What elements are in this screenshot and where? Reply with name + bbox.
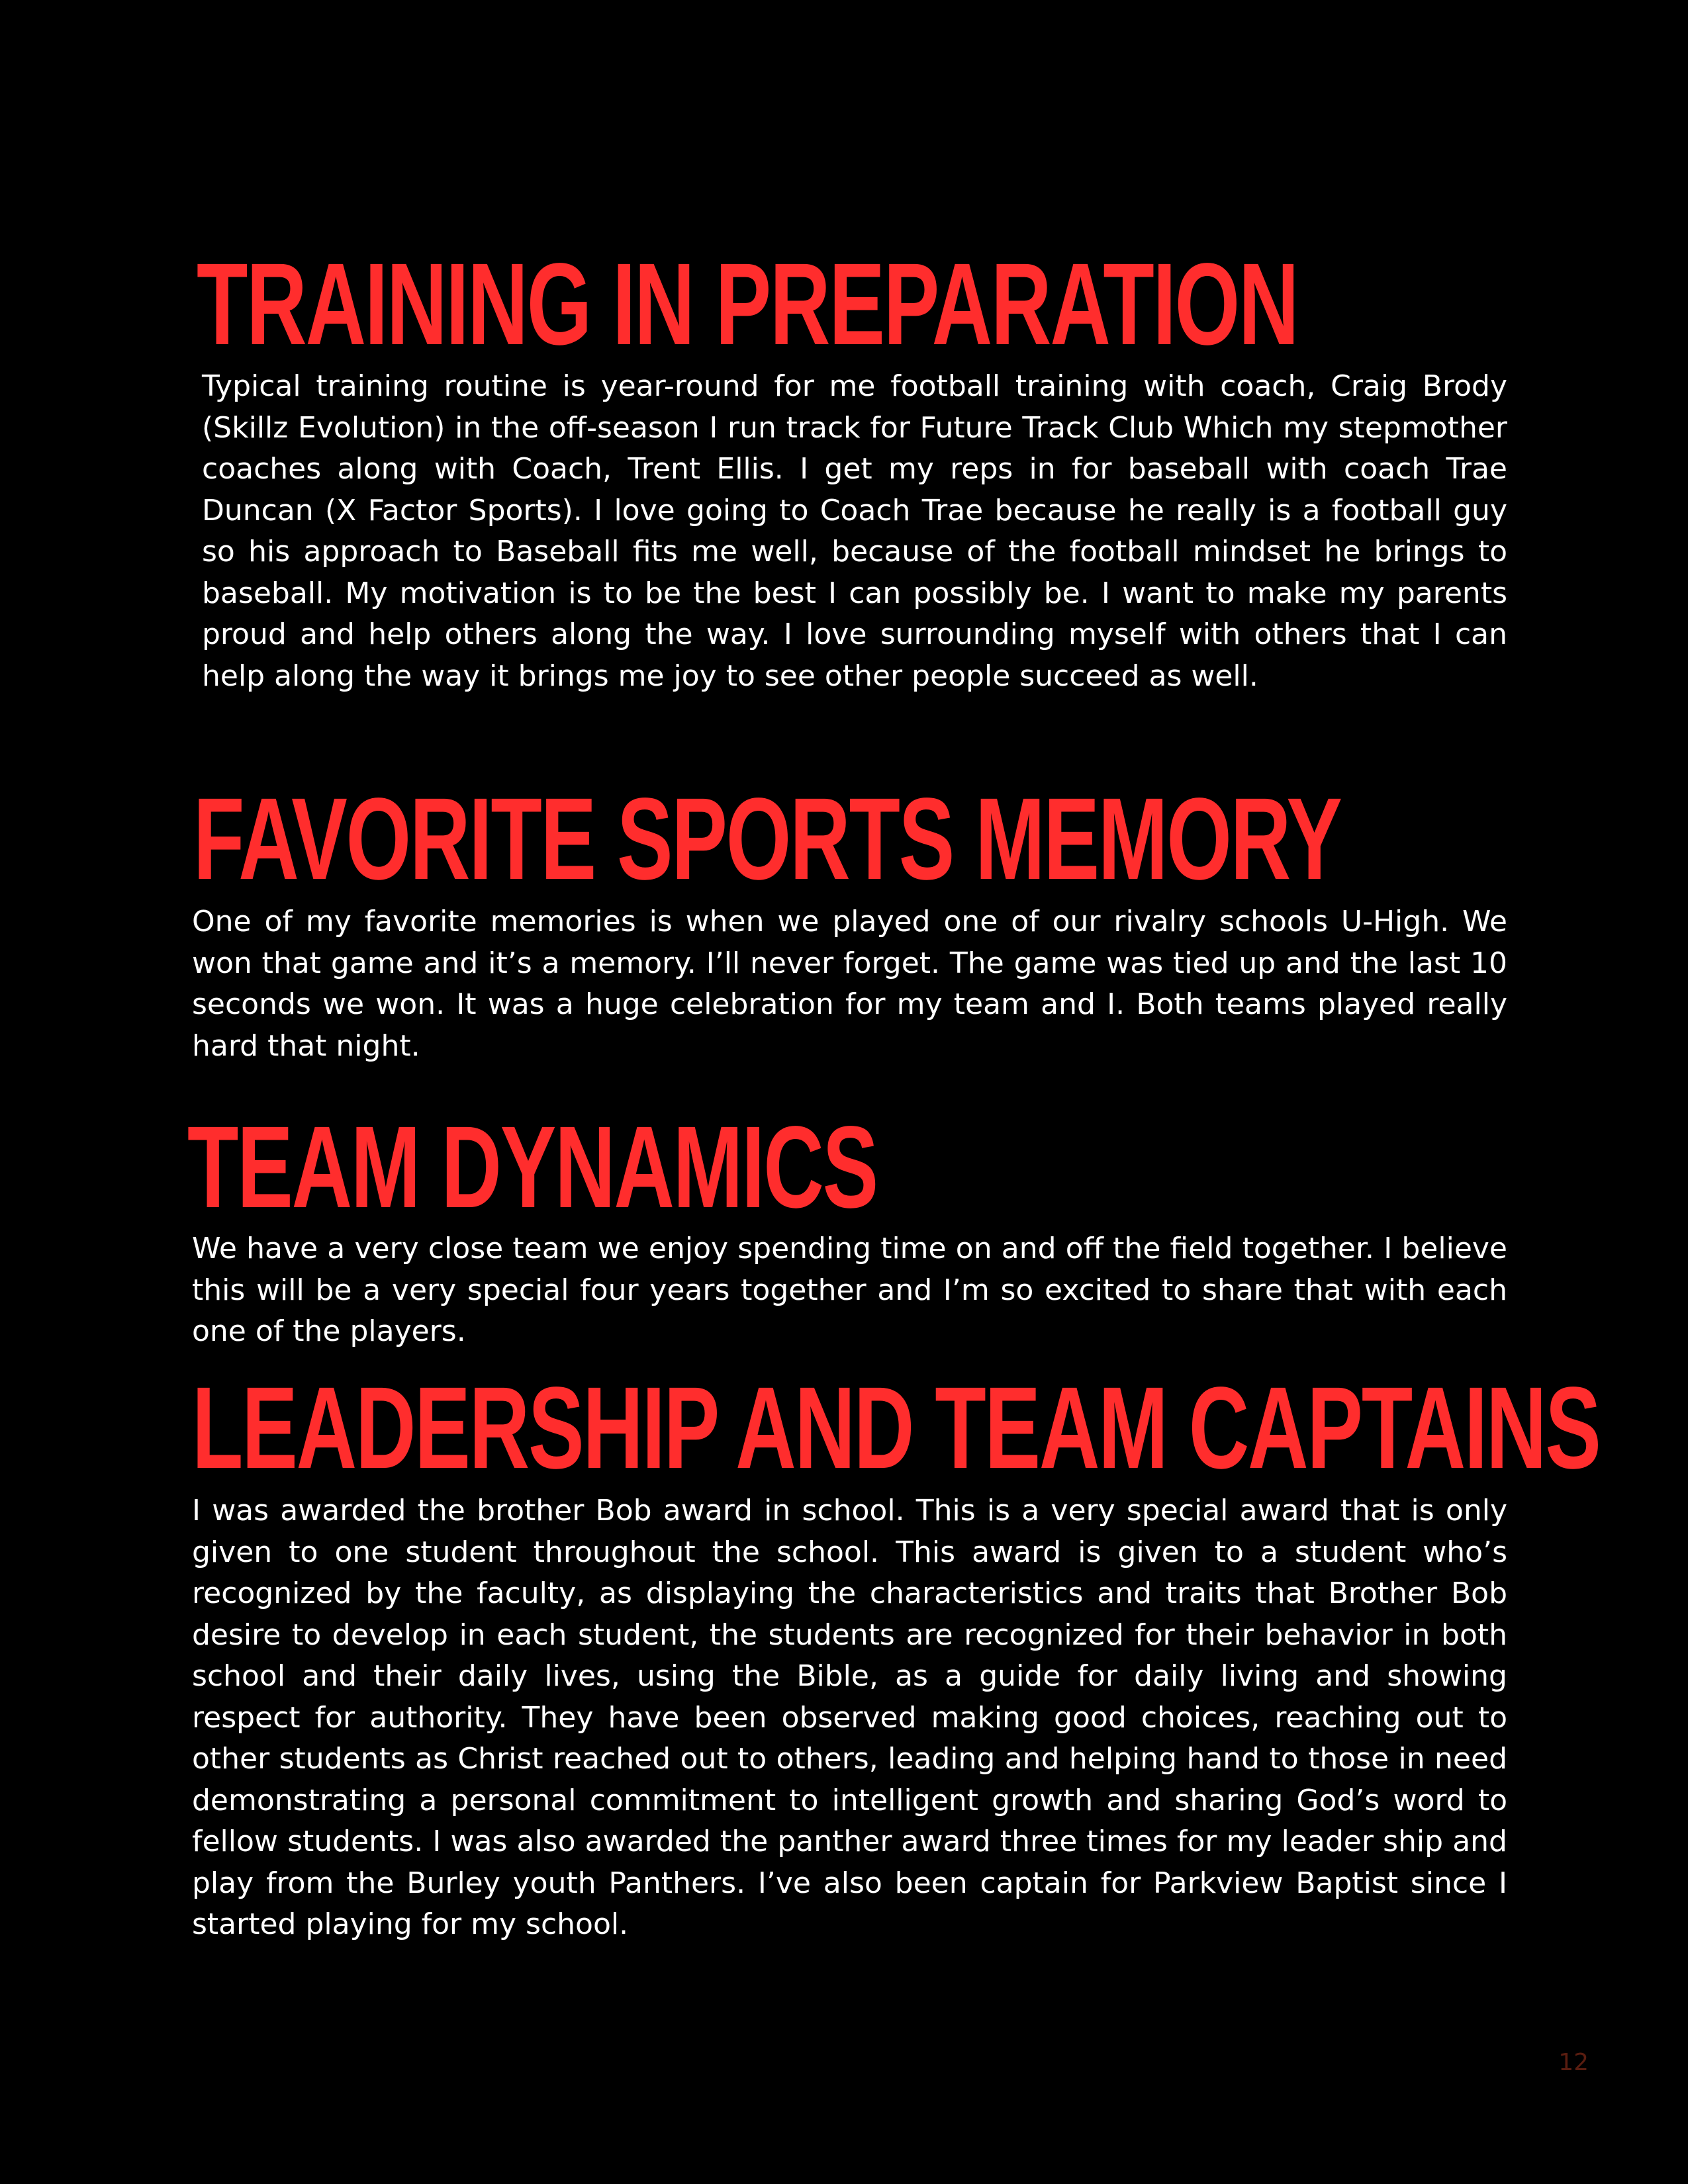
- section-body-leadership: I was awarded the brother Bob award in school. This is a very special award that is only given to one student throughout the school. This award is given to a student who’s recognized by the faculty, as displaying the characteristics and traits that Brother Bob desire to develop in each student, the students are recognized for their behavior in both school and their daily lives, using the Bible, as a guide for daily living and showing respect for authority. They have been observed making good choices, reaching out to other students as Christ reached out to others, leading and helping hand to those in need demonstrating a personal commitment to intelligent growth and sharing God’s word to fellow students. I was also awarded the panther award three times for my leader ship and play from the Burley youth Panthers. I’ve also been captain for Parkview Baptist since I started playing for my school.: [192, 1494, 1507, 1941]
- section-heading-favorite-memory: FAVORITE SPORTS MEMORY: [193, 774, 1341, 904]
- section-heading-team-dynamics: TEAM DYNAMICS: [187, 1103, 877, 1232]
- section-body-training: Typical training routine is year-round for me football training with coach, Craig Brody (Skillz Evolution) in the off-season I run track for Future Track Club Which my stepmother coaches along with Coach, Trent Ellis. I get my reps in for baseball with coach Trae Duncan (X Factor Sports). I love going to Coach Trae because he really is a football guy so his approach to Baseball fits me well, because of the football mindset he brings to baseball. My motivation is to be the best I can possibly be. I want to make my parents proud and help others along the way. I love surrounding myself with others that I can help along the way it brings me joy to see other people succeed as well.: [202, 369, 1507, 693]
- page-number: 12: [1558, 2049, 1589, 2076]
- section-body-team-dynamics: We have a very close team we enjoy spending time on and off the field together. I believe this will be a very special four years together and I’m so excited to share that with each one of the players.: [192, 1232, 1507, 1348]
- section-heading-training: TRAINING IN PREPARATION: [197, 240, 1298, 369]
- section-heading-leadership: LEADERSHIP AND TEAM CAPTAINS: [192, 1363, 1600, 1493]
- section-body-favorite-memory: One of my favorite memories is when we played one of our rivalry schools U-High. We won that game and it’s a memory. I’ll never forget. The game was tied up and the last 10 seconds we won. It was a huge celebration for my team and I. Both teams played really hard that night.: [192, 905, 1507, 1063]
